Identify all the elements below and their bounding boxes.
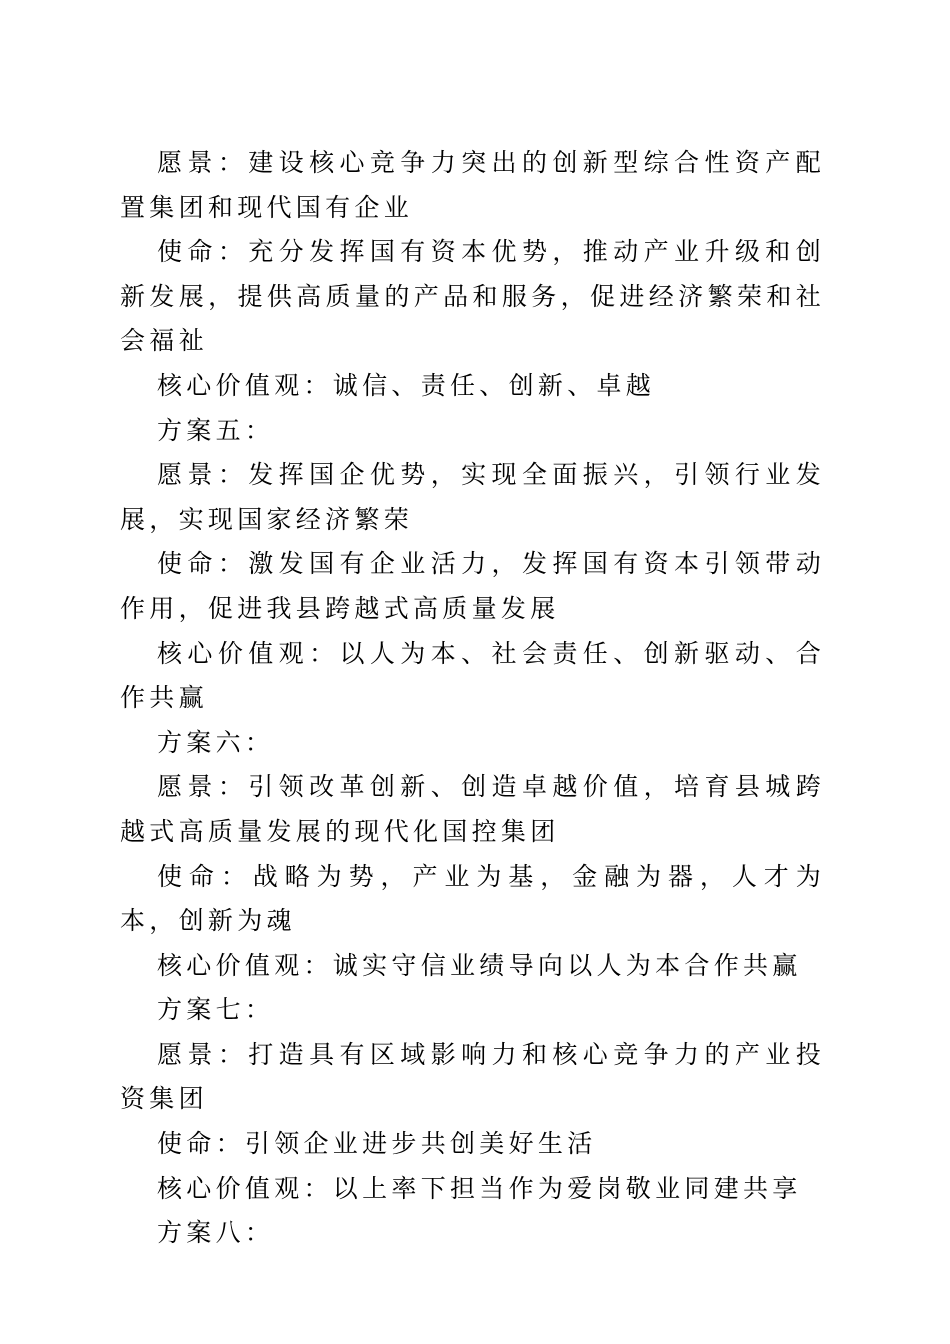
vision-paragraph: 愿景：发挥国企优势，实现全面振兴，引领行业发展，实现国家经济繁荣 bbox=[120, 460, 825, 534]
plan-heading: 方案五： bbox=[157, 415, 275, 445]
mission-paragraph: 使命：激发国有企业活力，发挥国有资本引领带动作用，促进我县跨越式高质量发展 bbox=[120, 549, 825, 623]
vision-paragraph: 愿景：建设核心竞争力突出的创新型综合性资产配置集团和现代国有企业 bbox=[120, 148, 825, 222]
core-values-paragraph: 核心价值观：诚信、责任、创新、卓越 bbox=[157, 370, 656, 400]
mission-paragraph: 使命：引领企业进步共创美好生活 bbox=[157, 1129, 597, 1159]
plan-heading: 方案七： bbox=[157, 995, 275, 1025]
vision-paragraph: 愿景：打造具有区域影响力和核心竞争力的产业投资集团 bbox=[120, 1039, 825, 1114]
core-values-paragraph: 核心价值观：诚实守信业绩导向以人为本合作共赢 bbox=[157, 950, 802, 980]
vision-paragraph: 愿景：引领改革创新、创造卓越价值，培育县城跨越式高质量发展的现代化国控集团 bbox=[120, 772, 825, 846]
core-values-paragraph: 核心价值观：以上率下担当作为爱岗敬业同建共享 bbox=[157, 1173, 802, 1203]
mission-paragraph: 使命：充分发挥国有资本优势，推动产业升级和创新发展，提供高质量的产品和服务，促进经济繁荣和社会福祉 bbox=[120, 237, 825, 356]
core-values-paragraph: 核心价值观：以人为本、社会责任、创新驱动、合作共赢 bbox=[120, 638, 825, 713]
mission-paragraph: 使命：战略为势，产业为基，金融为器，人才为本，创新为魂 bbox=[120, 861, 825, 936]
document-body bbox=[120, 141, 825, 1256]
plan-heading: 方案八： bbox=[157, 1218, 275, 1248]
plan-heading: 方案六： bbox=[157, 727, 275, 757]
